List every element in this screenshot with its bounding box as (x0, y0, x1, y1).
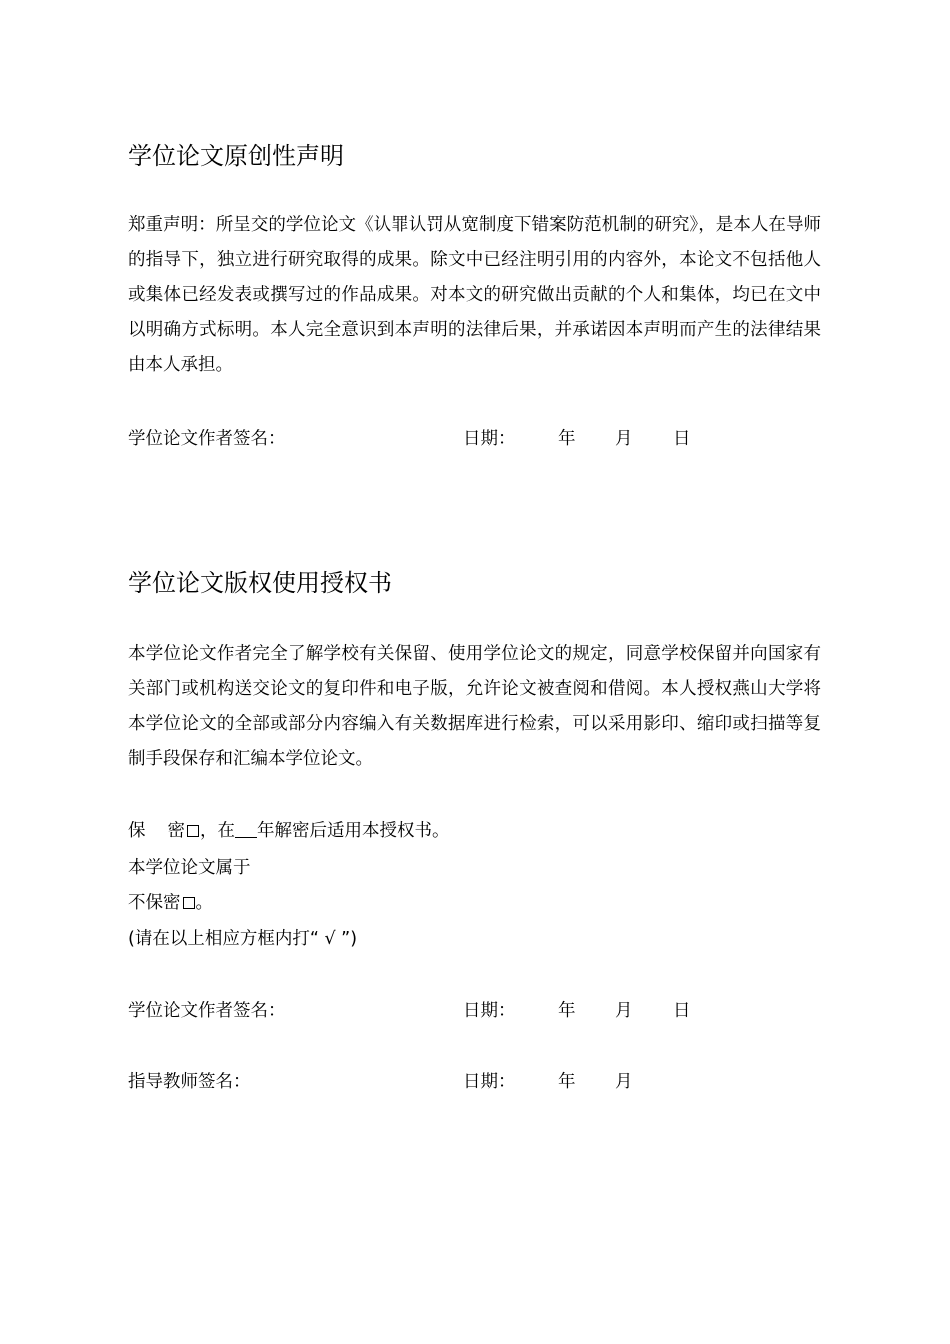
date-year-label: 年 (558, 1072, 576, 1092)
not-secret-option-line (128, 888, 213, 918)
author-signature-row (128, 996, 828, 1026)
date-day-label: 日 (673, 1001, 691, 1021)
declaration-paragraph: 郑重声明：所呈交的学位论文《认罪认罚从宽制度下错案防范机制的研究》，是本人在导师的指导下，独立进行研究取得的成果。除文中已经注明引用的内容外，本论文不包括他人或集体已经发表或撰写过的作品成果。对本文的研究做出贡献的个人和集体，均已在文中以明确方式标明。本人完全意识到本声明的法律后果，并承诺因本声明而产生的法律结果由本人承担。 (128, 215, 821, 375)
date-month-label: 月 (615, 429, 633, 449)
date-label: 日期： (463, 429, 516, 449)
secret-label-part2: 密 (167, 821, 185, 841)
not-secret-end: 。 (195, 893, 213, 913)
years-blank-field[interactable] (235, 819, 257, 838)
date-day-label: 日 (673, 429, 691, 449)
declaration-title: 学位论文原创性声明 (128, 142, 344, 170)
date-month-label: 月 (615, 1072, 633, 1092)
date-label: 日期： (463, 1072, 516, 1092)
secret-suffix-text: 年解密后适用本授权书。 (257, 821, 450, 841)
secret-checkbox[interactable] (187, 825, 199, 837)
date-label: 日期： (463, 1001, 516, 1021)
author-signature-label: 学位论文作者签名： (128, 1001, 286, 1021)
secret-label-part1: 保 (128, 821, 146, 841)
date-year-label: 年 (558, 429, 576, 449)
advisor-signature-row (128, 1067, 828, 1097)
authorization-paragraph: 本学位论文作者完全了解学校有关保留、使用学位论文的规定，同意学校保留并向国家有关部门或机构送交论文的复印件和电子版，允许论文被查阅和借阅。本人授权燕山大学将本学位论文的全部或部分内容编入有关数据库进行检索，可以采用影印、缩印或扫描等复制手段保存和汇编本学位论文。 (128, 644, 821, 769)
authorization-title: 学位论文版权使用授权书 (128, 569, 392, 597)
date-month-label: 月 (615, 1001, 633, 1021)
date-year-label: 年 (558, 1001, 576, 1021)
declaration-signature-row (128, 424, 828, 454)
secret-mid-text: ，在 (200, 821, 235, 841)
belongs-label: 本学位论文属于 (128, 858, 251, 878)
author-signature-label: 学位论文作者签名： (128, 429, 286, 449)
not-secret-checkbox[interactable] (183, 897, 195, 909)
advisor-signature-label: 指导教师签名： (128, 1072, 251, 1092)
not-secret-label: 不保密 (128, 893, 181, 913)
checkbox-instruction: (请在以上相应方框内打“ √ ”) (128, 929, 358, 949)
secret-option-line (128, 816, 450, 846)
